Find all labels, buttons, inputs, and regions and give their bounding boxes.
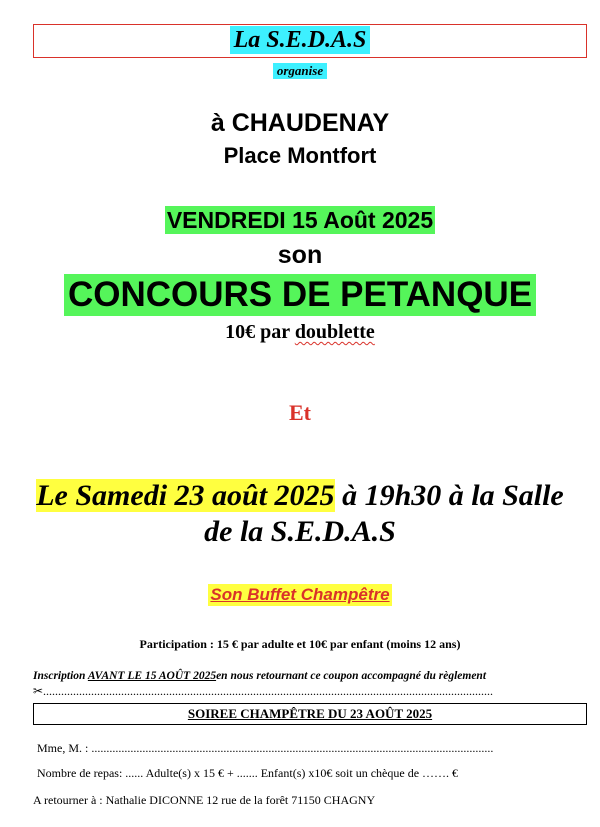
event1-date: VENDREDI 15 Août 2025 — [166, 207, 434, 233]
event1-son: son — [277, 241, 323, 269]
org-name: La S.E.D.A.S — [230, 26, 371, 54]
inscription-deadline: AVANT LE 15 AOÛT 2025 — [87, 670, 217, 682]
event1-price-word: doublette — [294, 321, 375, 343]
buffet-title: Son Buffet Champêtre — [210, 585, 390, 604]
cut-line: ✂...................................................................................................................................................... — [33, 684, 494, 698]
location-line2: Place Montfort — [223, 143, 377, 168]
return-address: A retourner à : Nathalie DICONNE 12 rue de la forêt 71150 CHAGNY — [33, 793, 376, 807]
connector-et: Et — [289, 400, 311, 425]
inscription-line — [33, 669, 593, 683]
event2-line1 — [0, 478, 600, 514]
org-sub: organise — [273, 63, 327, 79]
inscription-rest: en nous retournant ce coupon accompagné du règlement — [216, 670, 487, 682]
coupon-title: SOIREE CHAMPÊTRE DU 23 AOÛT 2025 — [187, 706, 433, 721]
event2-time-place: à 19h30 à la Salle — [334, 479, 564, 512]
event2-date: Le Samedi 23 août 2025 — [36, 479, 335, 512]
event1-title-line — [0, 274, 600, 316]
event1-date-line — [0, 206, 600, 234]
org-sub-line — [0, 62, 600, 80]
buffet-line — [0, 584, 600, 606]
event1-title: CONCOURS DE PETANQUE — [64, 274, 536, 316]
event1-price-prefix: 10€ par — [225, 321, 295, 343]
inscription-label: Inscription — [33, 670, 88, 682]
meals-line: Nombre de repas: ...... Adulte(s) x 15 € + ....... Enfant(s) x10€ soit un chèque de ……. € — [37, 766, 459, 780]
event2-line2: de la S.E.D.A.S — [204, 515, 396, 548]
participation-text: Participation : 15 € par adulte et 10€ par enfant (moins 12 ans) — [139, 637, 461, 651]
event1-price — [0, 320, 600, 344]
org-name-line — [0, 26, 600, 54]
name-line: Mme, M. : ...................................................................................................................................... — [37, 741, 494, 755]
coupon-title-box — [33, 703, 587, 725]
location-line1: à CHAUDENAY — [210, 109, 390, 137]
